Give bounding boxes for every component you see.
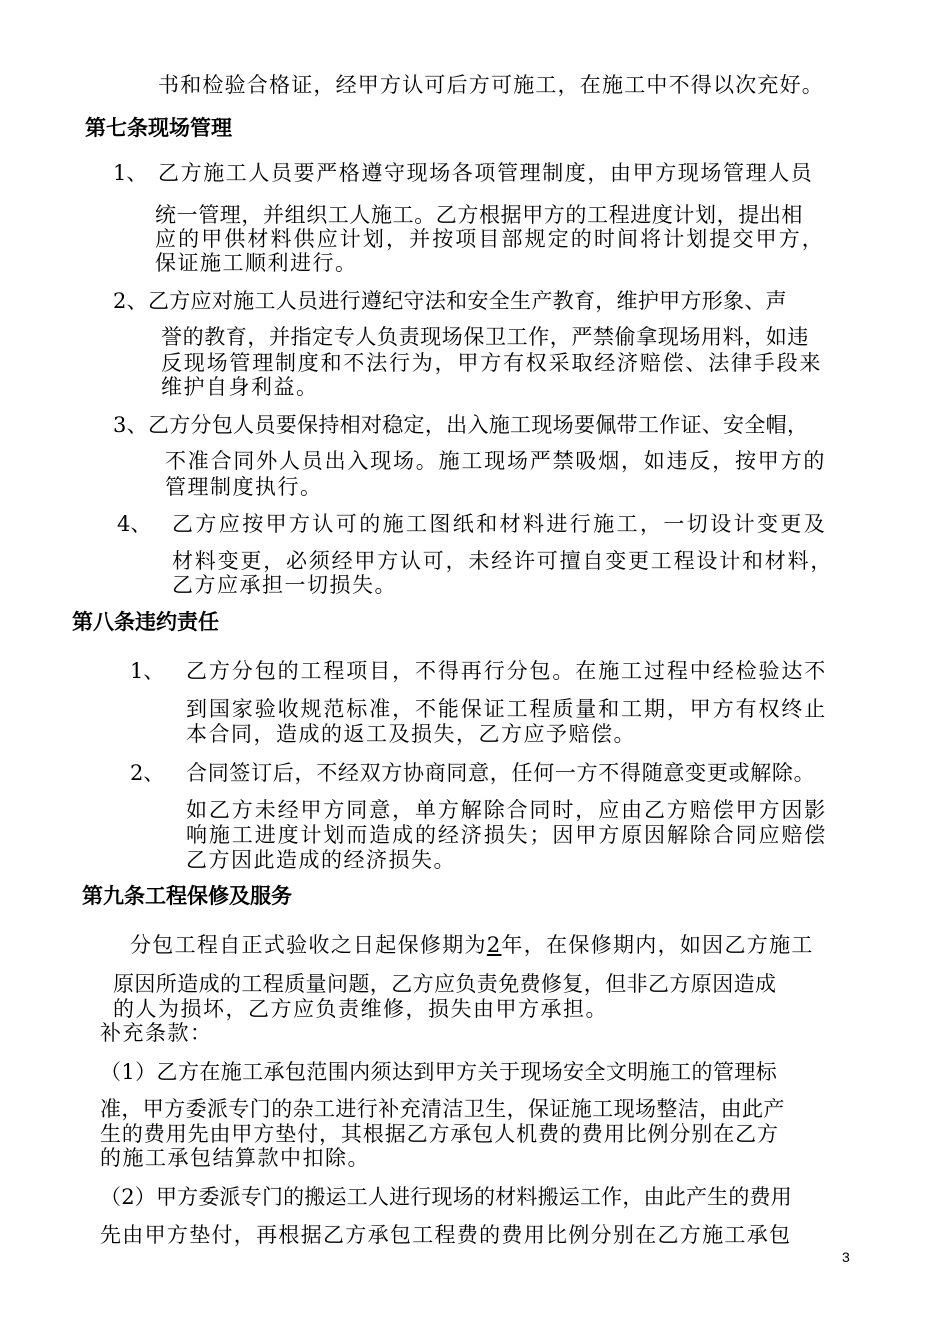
text-line: 到国家验收规范标准，不能保证工程质量和工期，甲方有权终止 xyxy=(186,697,828,721)
text-line: 乙方因此造成的经济损失。 xyxy=(186,848,456,872)
section-heading-7: 第七条现场管理 xyxy=(85,116,232,140)
warranty-text-end: 年，在保修期内，如因乙方施工 xyxy=(501,933,814,957)
text-line: 的施工承包结算款中扣除。 xyxy=(100,1146,370,1170)
text-line: 本合同，造成的返工及损失，乙方应予赔偿。 xyxy=(186,722,636,746)
text-line: 维护自身利益。 xyxy=(161,375,319,399)
text-line: 应的甲供材料供应计划，并按项目部规定的时间将计划提交甲方， xyxy=(155,227,825,251)
text-line: 誉的教育，并指定专人负责现场保卫工作，严禁偷拿现场用料，如违 xyxy=(161,325,809,349)
text-line: 3、乙方分包人员要保持相对稳定，出入施工现场要佩带工作证、安全帽， xyxy=(113,413,809,437)
text-line: 乙方应按甲方认可的施工图纸和材料进行施工，一切设计变更及 xyxy=(172,512,828,536)
text-line: 2、乙方应对施工人员进行遵纪守法和安全生产教育，维护甲方形象、声 xyxy=(113,289,787,313)
section-heading-8: 第八条违约责任 xyxy=(72,610,219,634)
text-line: 的人为损坏，乙方应负责维修，损失由甲方承担。 xyxy=(113,997,608,1021)
text-line: 书和检验合格证，经甲方认可后方可施工，在施工中不得以次充好。 xyxy=(158,73,824,97)
text-line: 生的费用先由甲方垫付，其根据乙方承包人机费的费用比例分别在乙方 xyxy=(100,1122,779,1146)
list-number: 2、 xyxy=(130,761,165,785)
warranty-text-start: 分包工程自正式验收之日起保修期为 xyxy=(130,933,487,957)
text-line: 不准合同外人员出入现场。施工现场严禁吸烟，如违反，按甲方的 xyxy=(165,449,827,473)
text-line: （2）甲方委派专门的搬运工人进行现场的材料搬运工作，由此产生的费用 xyxy=(100,1185,792,1209)
list-number: 1、 xyxy=(130,659,165,683)
text-line: 如乙方未经甲方同意，单方解除合同时，应由乙方赔偿甲方因影 xyxy=(186,798,828,822)
text-line xyxy=(130,930,814,960)
text-line: 乙方分包的工程项目，不得再行分包。在施工过程中经检验达不 xyxy=(186,659,828,683)
text-line: 原因所造成的工程质量问题，乙方应负责免费修复，但非乙方原因造成 xyxy=(113,972,777,996)
text-line: 补充条款： xyxy=(100,1021,213,1045)
text-line: 乙方应承担一切损失。 xyxy=(172,573,397,597)
warranty-years: 2 xyxy=(486,933,502,957)
page-number: 3 xyxy=(842,1249,850,1265)
text-line: 材料变更，必须经甲方认可，未经许可擅自变更工程设计和材料， xyxy=(172,549,834,573)
text-line: 响施工进度计划而造成的经济损失；因甲方原因解除合同应赔偿 xyxy=(186,823,828,847)
text-line: 准，甲方委派专门的杂工进行补充清洁卫生，保证施工现场整洁，由此产 xyxy=(100,1097,785,1121)
list-number: 4、 xyxy=(117,512,152,536)
text-line: 反现场管理制度和不法行为，甲方有权采取经济赔偿、法律手段来 xyxy=(161,351,823,375)
text-line: 统一管理，并组织工人施工。乙方根据甲方的工程进度计划，提出相 xyxy=(155,203,803,227)
text-line: 保证施工顺利进行。 xyxy=(155,251,358,275)
text-line: 先由甲方垫付，再根据乙方承包工程费的费用比例分别在乙方施工承包 xyxy=(100,1223,792,1247)
text-line: 合同签订后，不经双方协商同意，任何一方不得随意变更或解除。 xyxy=(186,761,816,785)
text-line: 管理制度执行。 xyxy=(165,475,323,499)
text-line: 乙方施工人员要严格遵守现场各项管理制度，由甲方现场管理人员 xyxy=(158,161,814,185)
list-number: 1、 xyxy=(113,161,148,185)
section-heading-9: 第九条工程保修及服务 xyxy=(82,884,292,908)
text-line: （1）乙方在施工承包范围内须达到甲方关于现场安全文明施工的管理标 xyxy=(100,1060,778,1084)
